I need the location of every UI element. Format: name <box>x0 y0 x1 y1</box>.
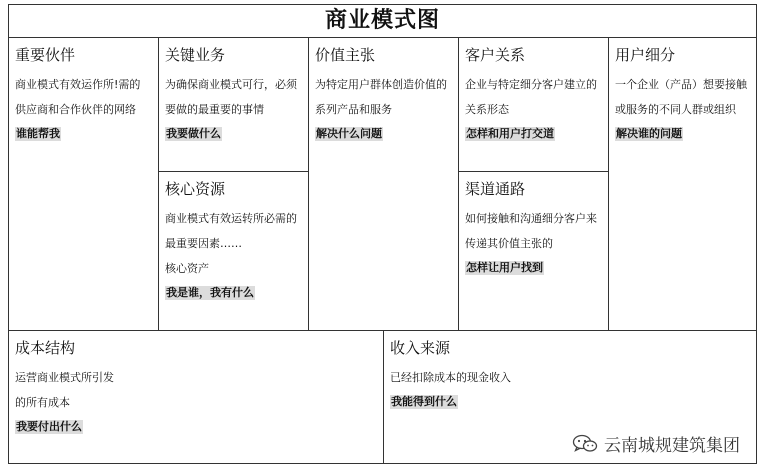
block-revenue-streams <box>383 331 757 409</box>
block-key-question: 解决谁的问题 <box>616 127 682 140</box>
block-description <box>15 365 377 415</box>
block-description <box>165 206 302 281</box>
block-title: 价值主张 <box>315 46 376 64</box>
description-line: 商业模式有效运转所必需的 <box>165 212 297 225</box>
description-line: 为确保商业模式可行，必须 <box>165 78 297 91</box>
block-key-question: 我是谁，我有什么 <box>166 286 254 299</box>
block-description <box>465 206 602 256</box>
block-title: 成本结构 <box>15 339 76 357</box>
block-key-question: 我能得到什么 <box>391 395 457 408</box>
block-description <box>315 72 452 122</box>
watermark <box>572 431 740 456</box>
block-value-propositions <box>308 38 458 141</box>
block-description <box>15 72 152 122</box>
block-description <box>465 72 602 122</box>
description-line: 或服务的不同人群或组织 <box>615 103 736 116</box>
description-line: 核心资产 <box>165 262 209 275</box>
block-key-question: 解决什么问题 <box>316 127 382 140</box>
description-line: 运营商业模式所引发 <box>15 371 114 384</box>
wechat-icon <box>572 434 598 454</box>
block-key-resources <box>158 172 308 300</box>
description-line: 传递其价值主张的 <box>465 237 553 250</box>
block-customer-relationships <box>458 38 608 141</box>
description-line: 企业与特定细分客户建立的 <box>465 78 597 91</box>
description-line: 已经扣除成本的现金收入 <box>390 371 511 384</box>
description-line: 商业模式有效运作所!需的 <box>15 78 141 91</box>
description-line: 最重要因素…… <box>165 237 242 250</box>
description-line: 如何接触和沟通细分客户来 <box>465 212 597 225</box>
block-key-question: 怎样让用户找到 <box>466 261 543 274</box>
block-key-question: 我要做什么 <box>166 127 221 140</box>
block-key-question: 怎样和用户打交道 <box>466 127 554 140</box>
block-customer-segments <box>608 38 757 141</box>
description-line: 关系形态 <box>465 103 509 116</box>
block-cost-structure <box>8 331 383 434</box>
block-title: 用户细分 <box>615 46 676 64</box>
block-title: 收入来源 <box>390 339 451 357</box>
description-line: 系列产品和服务 <box>315 103 392 116</box>
block-title: 关键业务 <box>165 46 226 64</box>
description-line: 一个企业（产品）想要接触 <box>615 78 747 91</box>
block-key-partners <box>8 38 158 141</box>
description-line: 要做的最重要的事情 <box>165 103 264 116</box>
block-description <box>165 72 302 122</box>
block-title: 客户关系 <box>465 46 526 64</box>
watermark-text: 云南城规建筑集团 <box>604 436 740 456</box>
block-key-question: 谁能帮我 <box>16 127 60 140</box>
block-description <box>615 72 751 122</box>
description-line: 为特定用户群体创造价值的 <box>315 78 447 91</box>
block-title: 重要伙伴 <box>15 46 76 64</box>
block-channels <box>458 172 608 275</box>
block-key-activities <box>158 38 308 141</box>
block-key-question: 我要付出什么 <box>16 420 82 433</box>
page-title: 商业模式图 <box>8 4 757 38</box>
description-line: 的所有成本 <box>15 396 70 409</box>
block-title: 渠道通路 <box>465 180 526 198</box>
block-description <box>390 365 751 390</box>
block-title: 核心资源 <box>165 180 226 198</box>
description-line: 供应商和合作伙伴的网络 <box>15 103 136 116</box>
